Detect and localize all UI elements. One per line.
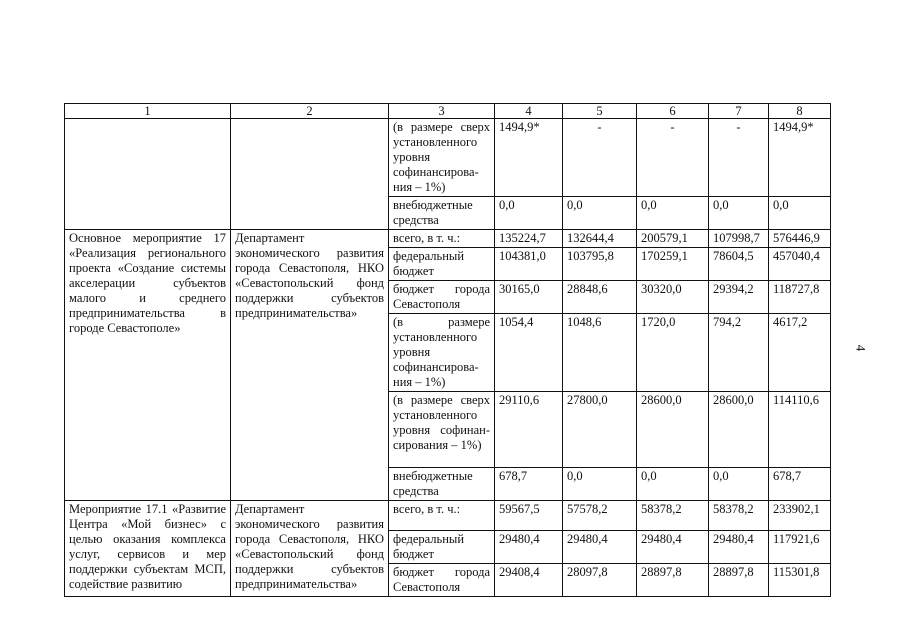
value-cell: 27800,0 (563, 392, 637, 468)
value-cell: 117921,6 (769, 531, 831, 564)
budget-table (64, 103, 831, 597)
value-cell: 0,0 (563, 468, 637, 501)
value-cell: 678,7 (769, 468, 831, 501)
header-cell: 7 (709, 104, 769, 119)
value-cell: 29480,4 (637, 531, 709, 564)
header-cell: 8 (769, 104, 831, 119)
value-cell: 28897,8 (637, 564, 709, 597)
header-cell: 1 (65, 104, 231, 119)
value-cell: 114110,6 (769, 392, 831, 468)
executor-cell (231, 119, 389, 230)
value-cell: 28600,0 (709, 392, 769, 468)
value-cell: 1720,0 (637, 314, 709, 392)
value-cell: 28600,0 (637, 392, 709, 468)
value-cell: - (563, 119, 637, 197)
value-cell: 0,0 (637, 197, 709, 230)
funding-source-cell: внебюджетные средства (389, 197, 495, 230)
value-cell: 58378,2 (637, 501, 709, 531)
value-cell: 29110,6 (495, 392, 563, 468)
funding-source-cell: федеральный бюджет (389, 531, 495, 564)
value-cell: - (637, 119, 709, 197)
value-cell: 1048,6 (563, 314, 637, 392)
header-row (65, 104, 831, 119)
value-cell: 170259,1 (637, 248, 709, 281)
value-cell: 0,0 (495, 197, 563, 230)
funding-source-cell: внебюджетные средства (389, 468, 495, 501)
value-cell: 794,2 (709, 314, 769, 392)
value-cell: 118727,8 (769, 281, 831, 314)
page-number: 4 (853, 344, 869, 352)
value-cell: 0,0 (563, 197, 637, 230)
header-cell: 4 (495, 104, 563, 119)
measure-cell: Мероприятие 17.1 «Развитие Центра «Мой бизнес» с целью оказания комплекса услуг, сервисов и мер поддержки субъектам МСП, содействие развитию (65, 501, 231, 597)
funding-source-cell: федеральный бюджет (389, 248, 495, 281)
value-cell: 0,0 (769, 197, 831, 230)
value-cell: 233902,1 (769, 501, 831, 531)
value-cell: 57578,2 (563, 501, 637, 531)
table-row (65, 119, 831, 197)
value-cell: 678,7 (495, 468, 563, 501)
value-cell: 58378,2 (709, 501, 769, 531)
funding-source-cell: бюджет города Севастополя (389, 564, 495, 597)
header-cell: 2 (231, 104, 389, 119)
value-cell: 30165,0 (495, 281, 563, 314)
measure-cell (65, 119, 231, 230)
table-row (65, 230, 831, 248)
value-cell: 28097,8 (563, 564, 637, 597)
funding-source-cell: всего, в т. ч.: (389, 501, 495, 531)
value-cell: 29480,4 (495, 531, 563, 564)
value-cell: 200579,1 (637, 230, 709, 248)
value-cell: 29408,4 (495, 564, 563, 597)
table-body (65, 104, 831, 597)
value-cell: 1054,4 (495, 314, 563, 392)
executor-cell: Департамент экономического развития города Севастополя, НКО «Севастопольский фонд поддержки субъектов предпринимательства» (231, 501, 389, 597)
funding-source-cell: всего, в т. ч.: (389, 230, 495, 248)
value-cell: 30320,0 (637, 281, 709, 314)
value-cell: 0,0 (709, 468, 769, 501)
value-cell: - (709, 119, 769, 197)
value-cell: 0,0 (637, 468, 709, 501)
value-cell: 28897,8 (709, 564, 769, 597)
value-cell: 78604,5 (709, 248, 769, 281)
value-cell: 1494,9* (769, 119, 831, 197)
funding-source-cell: (в размере сверх установленного уровня софинан-сирования – 1%) (389, 392, 495, 468)
value-cell: 115301,8 (769, 564, 831, 597)
value-cell: 59567,5 (495, 501, 563, 531)
executor-cell: Департамент экономического развития города Севастополя, НКО «Севастопольский фонд поддержки субъектов предпринимательства» (231, 230, 389, 501)
value-cell: 29480,4 (563, 531, 637, 564)
value-cell: 1494,9* (495, 119, 563, 197)
value-cell: 4617,2 (769, 314, 831, 392)
funding-source-cell: бюджет города Севастополя (389, 281, 495, 314)
funding-source-cell: (в размере сверх установленного уровня софинансирова-ния – 1%) (389, 119, 495, 197)
value-cell: 457040,4 (769, 248, 831, 281)
header-cell: 5 (563, 104, 637, 119)
value-cell: 132644,4 (563, 230, 637, 248)
header-cell: 3 (389, 104, 495, 119)
value-cell: 0,0 (709, 197, 769, 230)
value-cell: 107998,7 (709, 230, 769, 248)
funding-source-cell: (в размере установленного уровня софинансирова-ния – 1%) (389, 314, 495, 392)
value-cell: 103795,8 (563, 248, 637, 281)
value-cell: 104381,0 (495, 248, 563, 281)
table-row (65, 501, 831, 531)
value-cell: 135224,7 (495, 230, 563, 248)
value-cell: 29394,2 (709, 281, 769, 314)
measure-cell: Основное мероприятие 17 «Реализация регионального проекта «Создание системы акселерации субъектов малого и среднего предпринимательства в городе Севастополе» (65, 230, 231, 501)
header-cell: 6 (637, 104, 709, 119)
value-cell: 28848,6 (563, 281, 637, 314)
value-cell: 576446,9 (769, 230, 831, 248)
value-cell: 29480,4 (709, 531, 769, 564)
